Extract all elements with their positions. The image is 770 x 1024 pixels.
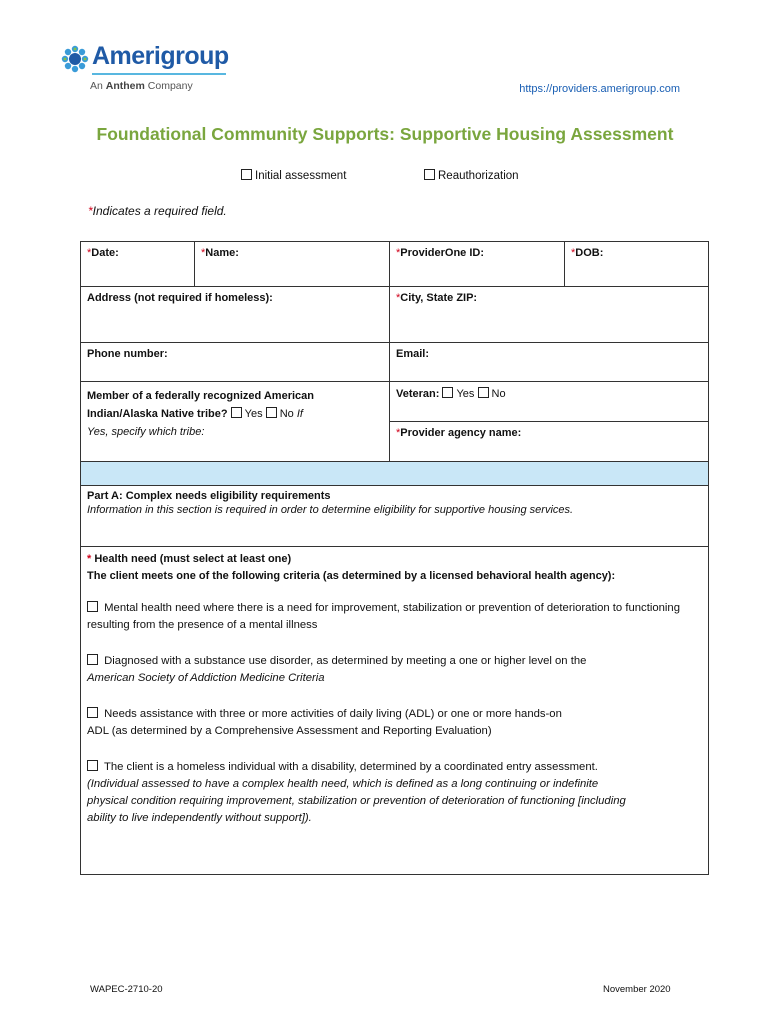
amerigroup-logo	[60, 42, 230, 98]
address-field[interactable]: Address (not required if homeless):	[81, 287, 390, 343]
tribe-membership-field[interactable]: Member of a federally recognized American Indian/Alaska Native tribe? Yes No If Yes, specify which tribe:	[81, 382, 390, 462]
provider-url-link[interactable]: https://providers.amerigroup.com	[519, 83, 680, 95]
provider-agency-field[interactable]: *Provider agency name:	[390, 422, 709, 462]
veteran-no-checkbox[interactable]	[478, 387, 489, 398]
health-need-section	[80, 547, 709, 875]
health-need-option-homeless[interactable]: The client is a homeless individual with a disability, determined by a coordinated entry assessment. (Individual assessed to have a complex health need, which is defined as a long continuing or indefinite physical condition requiring improvement, stabilization or prevention of deterioration of functioning [including ability to live independently without support]).	[87, 761, 626, 824]
reauthorization-option[interactable]: Reauthorization	[424, 169, 519, 182]
health-need-criteria: The client meets one of the following criteria (as determined by a licensed behavioral health agency):	[87, 570, 616, 582]
substance-use-checkbox[interactable]	[87, 654, 98, 665]
part-a-section	[80, 486, 709, 547]
health-need-option-adl[interactable]: Needs assistance with three or more activities of daily living (ADL) or one or more hands-on ADL (as determined by a Comprehensive Assessment and Reporting Evaluation)	[87, 708, 562, 737]
provider-one-id-field[interactable]: *ProviderOne ID:	[390, 242, 565, 287]
part-a-heading: Part A: Complex needs eligibility requirements	[87, 490, 331, 502]
brand-name: Amerigroup	[92, 42, 229, 70]
phone-field[interactable]: Phone number:	[81, 343, 390, 382]
reauthorization-checkbox[interactable]	[424, 169, 435, 180]
initial-assessment-checkbox[interactable]	[241, 169, 252, 180]
form-date: November 2020	[603, 984, 671, 995]
tribe-no-checkbox[interactable]	[266, 407, 277, 418]
health-need-option-mental-health[interactable]: Mental health need where there is a need for improvement, stabilization or prevention of deterioration to functioning resulting from the presence of a mental illness	[87, 602, 680, 631]
veteran-yes-checkbox[interactable]	[442, 387, 453, 398]
form-id: WAPEC-2710-20	[90, 984, 163, 995]
page-title: Foundational Community Supports: Supportive Housing Assessment	[96, 124, 674, 144]
part-a-note: Information in this section is required in order to determine eligibility for supportive housing services.	[87, 504, 574, 516]
section-divider-bar	[80, 461, 709, 486]
date-field[interactable]: *Date:	[81, 242, 195, 287]
adl-checkbox[interactable]	[87, 707, 98, 718]
health-need-heading: * Health need (must select at least one)	[87, 553, 292, 565]
homeless-checkbox[interactable]	[87, 760, 98, 771]
dob-field[interactable]: *DOB:	[565, 242, 709, 287]
amerigroup-logo-icon	[60, 44, 90, 74]
brand-underline	[92, 73, 226, 75]
required-field-note: *Indicates a required field.	[88, 204, 227, 218]
email-field[interactable]: Email:	[390, 343, 709, 382]
client-info-table	[80, 241, 709, 462]
health-need-option-substance-use[interactable]: Diagnosed with a substance use disorder, as determined by meeting a one or higher level on the American Society of Addiction Medicine Criteria	[87, 655, 587, 684]
initial-assessment-option[interactable]: Initial assessment	[241, 169, 346, 182]
veteran-field[interactable]: Veteran: Yes No	[390, 382, 709, 422]
name-field[interactable]: *Name:	[195, 242, 390, 287]
brand-subtitle: An Anthem Company	[90, 80, 193, 92]
mental-health-checkbox[interactable]	[87, 601, 98, 612]
tribe-yes-checkbox[interactable]	[231, 407, 242, 418]
city-state-zip-field[interactable]: *City, State ZIP:	[390, 287, 709, 343]
